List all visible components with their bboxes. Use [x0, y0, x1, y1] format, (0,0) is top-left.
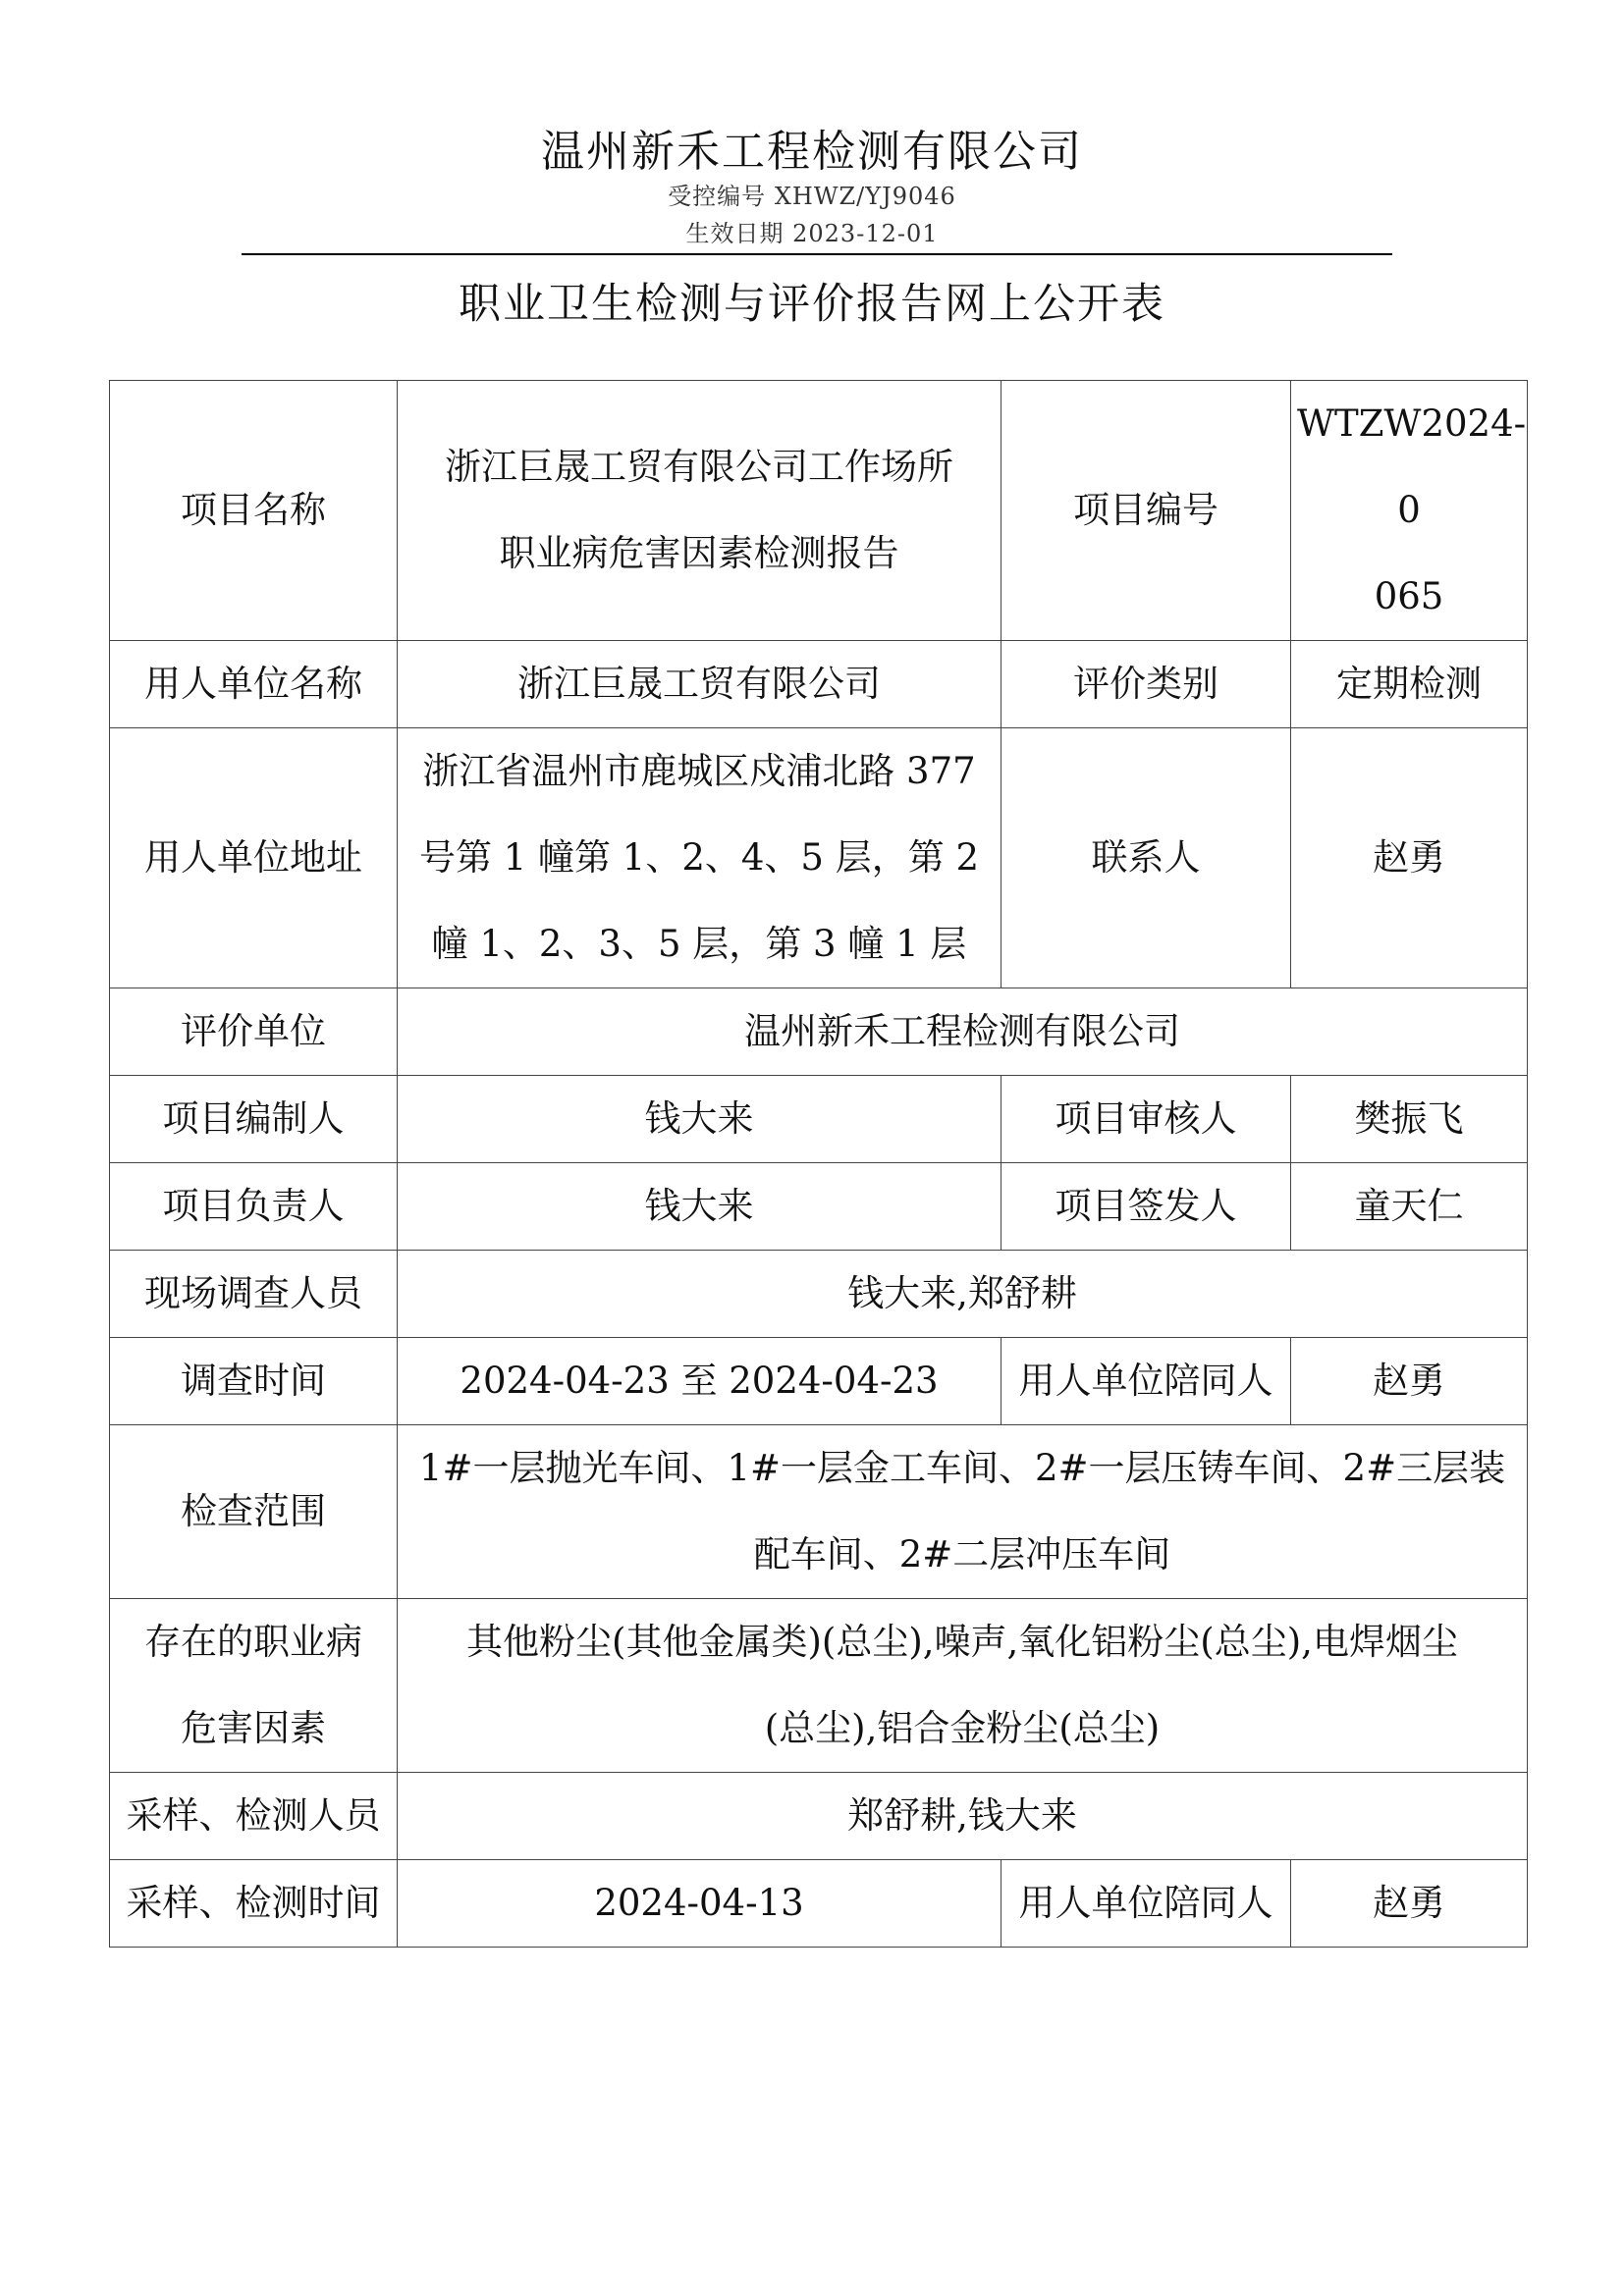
contact-label: 联系人 [1001, 728, 1291, 988]
hazards-line: (总尘),铝合金粉尘(总尘) [764, 1707, 1161, 1749]
hazards-label-line: 存在的职业病 [144, 1621, 362, 1663]
sampling-staff-value: 郑舒耕,钱大来 [398, 1773, 1528, 1860]
hazards-label [110, 1599, 398, 1773]
table-row [110, 641, 1528, 728]
project-no-line: WTZW2024-0 [1297, 402, 1527, 531]
companion2-label: 用人单位陪同人 [1001, 1860, 1291, 1948]
reviewer-label: 项目审核人 [1001, 1076, 1291, 1163]
eval-type-label: 评价类别 [1001, 641, 1291, 728]
sampling-staff-label: 采样、检测人员 [110, 1773, 398, 1860]
table-row [110, 381, 1528, 641]
address-line: 幢 1、2、3、5 层，第 3 幢 1 层 [431, 923, 967, 965]
project-name-line: 浙江巨晟工贸有限公司工作场所 [445, 446, 953, 488]
scope-label: 检查范围 [110, 1425, 398, 1599]
table-row [110, 728, 1528, 988]
companion-value: 赵勇 [1291, 1338, 1528, 1425]
surveyors-value: 钱大来,郑舒耕 [398, 1251, 1528, 1338]
scope-line: 1#一层抛光车间、1#一层金工车间、2#一层压铸车间、2#三层装 [418, 1447, 1506, 1489]
table-row [110, 1425, 1528, 1599]
table-row [110, 1163, 1528, 1251]
contact-value: 赵勇 [1291, 728, 1528, 988]
address-line: 号第 1 幢第 1、2、4、5 层，第 2 [418, 836, 980, 879]
project-no-label: 项目编号 [1001, 381, 1291, 641]
company-name: 温州新禾工程检测有限公司 [541, 127, 1083, 177]
employer-label: 用人单位名称 [110, 641, 398, 728]
hazards-line: 其他粉尘(其他金属类)(总尘),噪声,氧化铝粉尘(总尘),电焊烟尘 [466, 1621, 1458, 1663]
effective-date: 生效日期 2023-12-01 [685, 220, 939, 247]
project-no-value [1291, 381, 1528, 641]
table-row [110, 1860, 1528, 1948]
project-no-line: 065 [1374, 575, 1444, 617]
table-row [110, 1076, 1528, 1163]
issuer-value: 童天仁 [1291, 1163, 1528, 1251]
compiler-value: 钱大来 [398, 1076, 1001, 1163]
eval-unit-label: 评价单位 [110, 988, 398, 1076]
project-name-value [398, 381, 1001, 641]
compiler-label: 项目编制人 [110, 1076, 398, 1163]
scope-value [398, 1425, 1528, 1599]
table-row [110, 1599, 1528, 1773]
project-name-line: 职业病危害因素检测报告 [499, 532, 899, 574]
surveyors-label: 现场调查人员 [110, 1251, 398, 1338]
table-row [110, 1773, 1528, 1860]
survey-time-value: 2024-04-23 至 2024-04-23 [398, 1338, 1001, 1425]
hazards-label-line: 危害因素 [181, 1707, 326, 1749]
control-number: 受控编号 XHWZ/YJ9046 [668, 183, 956, 210]
employer-value: 浙江巨晟工贸有限公司 [398, 641, 1001, 728]
sampling-time-label: 采样、检测时间 [110, 1860, 398, 1948]
table-row [110, 1338, 1528, 1425]
address-value [398, 728, 1001, 988]
document-title: 职业卫生检测与评价报告网上公开表 [459, 280, 1165, 329]
companion-label: 用人单位陪同人 [1001, 1338, 1291, 1425]
leader-value: 钱大来 [398, 1163, 1001, 1251]
table-row [110, 1251, 1528, 1338]
address-line: 浙江省温州市鹿城区戍浦北路 377 [422, 750, 976, 792]
project-name-label: 项目名称 [110, 381, 398, 641]
hazards-value [398, 1599, 1528, 1773]
issuer-label: 项目签发人 [1001, 1163, 1291, 1251]
eval-type-value: 定期检测 [1291, 641, 1528, 728]
disclosure-table [109, 380, 1528, 1948]
address-label: 用人单位地址 [110, 728, 398, 988]
survey-time-label: 调查时间 [110, 1338, 398, 1425]
reviewer-value: 樊振飞 [1291, 1076, 1528, 1163]
companion2-value: 赵勇 [1291, 1860, 1528, 1948]
sampling-time-value: 2024-04-13 [398, 1860, 1001, 1948]
table-row [110, 988, 1528, 1076]
leader-label: 项目负责人 [110, 1163, 398, 1251]
header-divider [242, 253, 1392, 255]
scope-line: 配车间、2#二层冲压车间 [753, 1533, 1171, 1575]
eval-unit-value: 温州新禾工程检测有限公司 [398, 988, 1528, 1076]
